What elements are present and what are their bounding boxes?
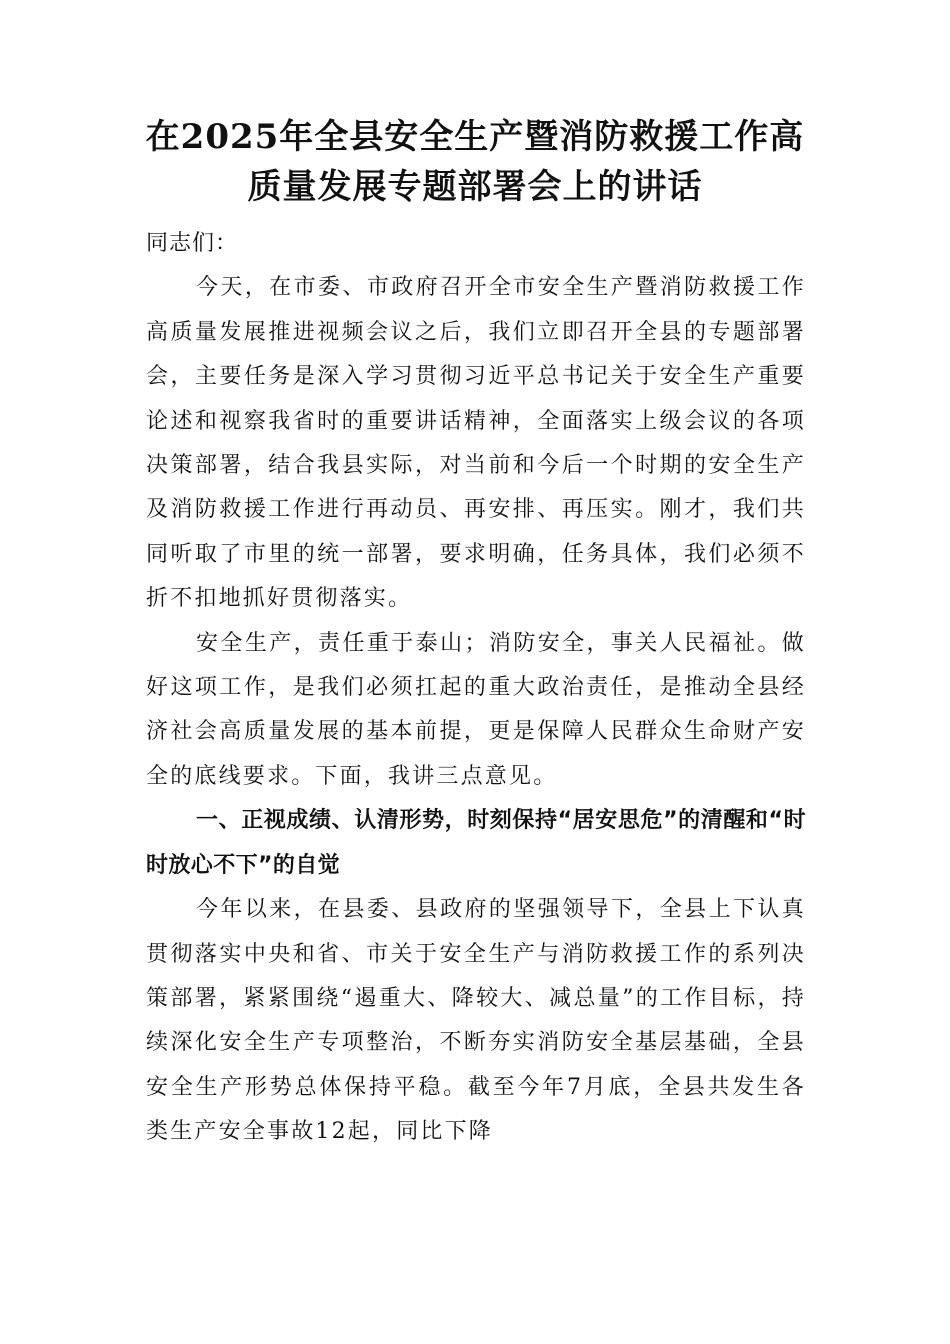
paragraph-opening: 今天，在市委、市政府召开全市安全生产暨消防救援工作高质量发展推进视频会议之后，我们立即召开全县的专题部署会，主要任务是深入学习贯彻习近平总书记关于安全生产重要论述和视察我省时的重要讲话精神，全面落实上级会议的各项决策部署，结合我县实际，对当前和今后一个时期的安全生产及消防救援工作进行再动员、再安排、再压实。刚才，我们共同听取了市里的统一部署，要求明确，任务具体，我们必须不折不扣地抓好贯彻落实。 (146, 275, 806, 612)
paragraph-achievements: 今年以来，在县委、县政府的坚强领导下，全县上下认真贯彻落实中央和省、市关于安全生产与消防救援工作的系列决策部署，紧紧围绕“遏重大、降较大、减总量”的工作目标，持续深化安全生产专项整治，不断夯实消防安全基层基础，全县安全生产形势总体保持平稳。截至今年7月底，全县共发生各类生产安全事故12起，同比下降 (146, 897, 806, 1145)
document-title (120, 112, 830, 212)
title-line-1: 在2025年全县安全生产暨消防救援工作高 (145, 117, 805, 157)
document-body (146, 222, 806, 1155)
paragraph-purpose: 安全生产，责任重于泰山；消防安全，事关人民福祉。做好这项工作，是我们必须扛起的重大政治责任，是推动全县经济社会高质量发展的基本前提，更是保障人民群众生命财产安全的底线要求。下面，我讲三点意见。 (146, 630, 806, 789)
title-line-2: 质量发展专题部署会上的讲话 (247, 167, 703, 207)
section-heading-1: 一、正视成绩、认清形势，时刻保持“居安思危”的清醒和“时时放心不下”的自觉 (146, 808, 806, 878)
salutation: 同志们： (146, 231, 239, 256)
